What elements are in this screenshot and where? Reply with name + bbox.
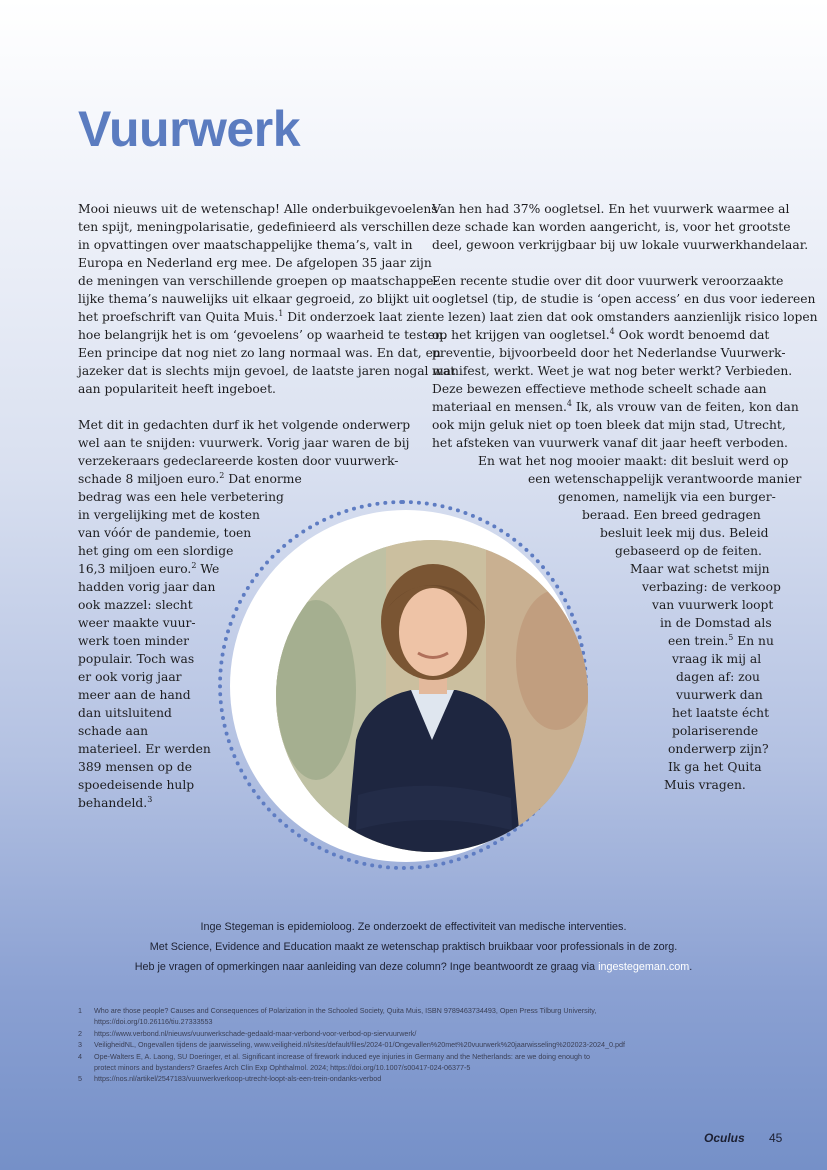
bio-line: Met Science, Evidence and Education maakt ze wetenschap praktisch bruikbaar voor professionals in de zorg.	[149, 941, 678, 953]
text-line: Een principe dat nog niet zo lang normaal was. En dat, en	[78, 346, 441, 360]
text-line: besluit leek mij dus. Beleid	[600, 526, 769, 540]
footnote-ref: 2	[219, 470, 225, 480]
text-line: schade 8 miljoen euro.$^2$ Dat enorme	[78, 470, 302, 486]
text-line: te lezen) laat zien dat ook omstanders aanzienlijk risico lopen	[432, 310, 818, 324]
text-line: gebaseerd op de feiten.	[615, 544, 762, 558]
text-line: in opvattingen over maatschappelijke thema’s, valt in	[78, 238, 413, 252]
text-line: populair. Toch was	[78, 652, 195, 666]
text-line: aan populariteit heeft ingeboet.	[78, 382, 276, 396]
paragraph-injuries	[432, 200, 809, 254]
footnote-text[interactable]: https://www.verbond.nl/nieuws/vuurwerkschade-gedaald-maar-verbond-voor-verbod-op-siervuurwerk/	[94, 1028, 417, 1038]
footnote-text[interactable]: https://doi.org/10.26116/tiu.27333553	[94, 1017, 213, 1027]
text-line: hadden vorig jaar dan	[78, 580, 216, 594]
footnote-number: 1	[78, 1006, 82, 1015]
text-line: weer maakte vuur-	[78, 616, 196, 630]
footnote-number: 3	[78, 1040, 82, 1050]
text-line: van vuurwerk loopt	[652, 598, 774, 612]
text-line: er ook vorig jaar	[78, 670, 182, 684]
text-line: Mooi nieuws uit de wetenschap! Alle onderbuikgevoelens	[78, 202, 438, 216]
text-line: bedrag was een hele verbetering	[78, 490, 284, 504]
text-line: deze schade kan worden aangericht, is, voor het grootste	[432, 220, 791, 234]
text-line: Met dit in gedachten durf ik het volgende onderwerp	[78, 418, 411, 432]
text-line: ook mazzel: slecht	[78, 598, 193, 612]
footnote-item	[78, 1073, 768, 1084]
portrait-photo	[276, 540, 588, 852]
text-line: vuurwerk dan	[676, 688, 763, 702]
text-line: Ik ga het Quita	[668, 760, 762, 774]
text-line: spoedeisende hulp	[78, 778, 195, 792]
text-line: dagen af: zou	[676, 670, 760, 684]
text-line: manifest, werkt. Weet je wat nog beter werkt? Verbieden.	[432, 364, 793, 378]
text-line: En wat het nog mooier maakt: dit besluit werd op	[478, 454, 789, 468]
text-line: dan uitsluitend	[78, 706, 172, 720]
text-line: de meningen van verschillende groepen op maatschappe-	[78, 274, 438, 288]
article-title: Vuurwerk	[78, 101, 301, 157]
text-line: ook mijn geluk niet op toen bleek dat mijn stad, Utrecht,	[432, 418, 786, 432]
text-line: polariserende	[672, 724, 759, 738]
text-line: werk toen minder	[78, 634, 190, 648]
text-line: Maar wat schetst mijn	[630, 562, 770, 576]
text-line: Van hen had 37% oogletsel. En het vuurwerk waarmee al	[432, 202, 790, 216]
text-line: van vóór de pandemie, toen	[78, 526, 252, 540]
footnotes	[78, 1005, 768, 1085]
text-line: behandeld.$^3$	[78, 794, 153, 810]
text-line: jazeker dat is slechts mijn gevoel, de laatste jaren nogal wat	[78, 364, 456, 378]
footnote-ref: 3	[147, 794, 153, 804]
footnote-text: Who are those people? Causes and Consequences of Polarization in the Schooled Society, Quita Muis, ISBN 9789463734493, Open Press Tilburg University,	[94, 1006, 597, 1015]
text-line: een trein.$^5$ En nu	[668, 632, 774, 648]
footnote-number: 4	[78, 1051, 82, 1061]
bio-line: Inge Stegeman is epidemioloog. Ze onderzoekt de effectiviteit van medische interventies.	[200, 921, 627, 933]
footnote-number: 5	[78, 1074, 82, 1084]
text-line: in vergelijking met de kosten	[78, 508, 260, 522]
text-line: wel aan te snijden: vuurwerk. Vorig jaar waren de bij	[78, 436, 410, 450]
footnote-text: Ope-Walters E, A. Laong, SU Doeringer, et al. Significant increase of firework induced eye injuries in Germany and the Netherlands: are we doing enough to	[94, 1051, 590, 1061]
text-line: het ging om een slordige	[78, 544, 234, 558]
portrait-illustration	[276, 540, 588, 852]
bio-line: Heb je vragen of opmerkingen naar aanleiding van deze column? Inge beantwoordt ze graag via ingestegeman.com.	[134, 961, 693, 973]
footnote-ref: 4	[566, 398, 572, 408]
text-line: een wetenschappelijk verantwoorde manier	[528, 472, 802, 486]
paragraph-intro	[78, 200, 456, 398]
footnote-item	[78, 1028, 768, 1039]
footnote-text[interactable]: VeiligheidNL, Ongevallen tijdens de jaarwisseling, www.veiligheid.nl/sites/default/files/2024-01/Ongevallen%20met%20vuurwerk%20jaarwisseling%202023-2024_0.pdf	[94, 1040, 625, 1050]
text-line: oogletsel (tip, de studie is ‘open access’ en dus voor iedereen	[432, 292, 816, 306]
text-line: preventie, bijvoorbeeld door het Nederlandse Vuurwerk-	[432, 346, 786, 360]
footnote-number: 2	[78, 1028, 82, 1038]
footnote-ref: 2	[191, 560, 197, 570]
footnote-ref: 4	[609, 326, 615, 336]
page-number: 45	[769, 1131, 783, 1145]
text-line: 389 mensen op de	[78, 760, 192, 774]
text-line: genomen, namelijk via een burger-	[558, 490, 776, 504]
text-line: lijke thema’s nauwelijks uit elkaar gegroeid, zo blijkt uit	[78, 292, 430, 306]
footnote-item	[78, 1039, 768, 1050]
website-link[interactable]: ingestegeman.com	[598, 961, 690, 973]
text-line: materiaal en mensen.$^4$ Ik, als vrouw van de feiten, kon dan	[432, 398, 799, 414]
text-line: in de Domstad als	[660, 616, 772, 630]
text-line: schade aan	[78, 724, 149, 738]
text-line: deel, gewoon verkrijgbaar bij uw lokale vuurwerkhandelaar.	[432, 238, 809, 252]
footnote-item	[78, 1005, 768, 1028]
text-line: hoe belangrijk het is om ‘gevoelens’ op waarheid te testen.	[78, 328, 447, 342]
text-line: vraag ik mij al	[672, 652, 762, 666]
text-line: Europa en Nederland erg mee. De afgelopen 35 jaar zijn	[78, 256, 432, 270]
text-line: het afsteken van vuurwerk vanaf dit jaar heeft verboden.	[432, 436, 788, 450]
text-line: verzekeraars gedeclareerde kosten door vuurwerk-	[78, 454, 399, 468]
text-line: Een recente studie over dit door vuurwerk veroorzaakte	[432, 274, 784, 288]
footnote-text[interactable]: protect minors and bystanders? Graefes Arch Clin Exp Ophthalmol. 2024; https://doi.org/10.1007/s00417-024-06377-5	[94, 1063, 471, 1073]
text-line: Muis vragen.	[664, 778, 746, 792]
text-line: materieel. Er werden	[78, 742, 211, 756]
text-line: meer aan de hand	[78, 688, 191, 702]
text-line: ten spijt, meningpolarisatie, gedefinieerd als verschillen	[78, 220, 430, 234]
footnote-ref: 1	[278, 308, 284, 318]
text-line: onderwerp zijn?	[668, 742, 769, 756]
text-line: op het krijgen van oogletsel.$^4$ Ook wordt benoemd dat	[432, 326, 770, 342]
text-line: het laatste écht	[672, 706, 770, 720]
text-line: 16,3 miljoen euro.$^2$ We	[78, 560, 220, 576]
footnote-item	[78, 1051, 768, 1074]
magazine-logo: Oculus	[704, 1131, 745, 1145]
text-line: verbazing: de verkoop	[642, 580, 781, 594]
text-line: Deze bewezen effectieve methode scheelt schade aan	[432, 382, 767, 396]
author-bio	[60, 917, 767, 977]
footnote-ref: 5	[728, 632, 734, 642]
footnote-text[interactable]: https://nos.nl/artikel/2547183/vuurwerkverkoop-utrecht-loopt-als-een-trein-ondanks-verbod	[94, 1074, 382, 1084]
text-line: het proefschrift van Quita Muis.$^1$ Dit onderzoek laat zien	[78, 308, 432, 324]
text-line: beraad. Een breed gedragen	[582, 508, 761, 522]
